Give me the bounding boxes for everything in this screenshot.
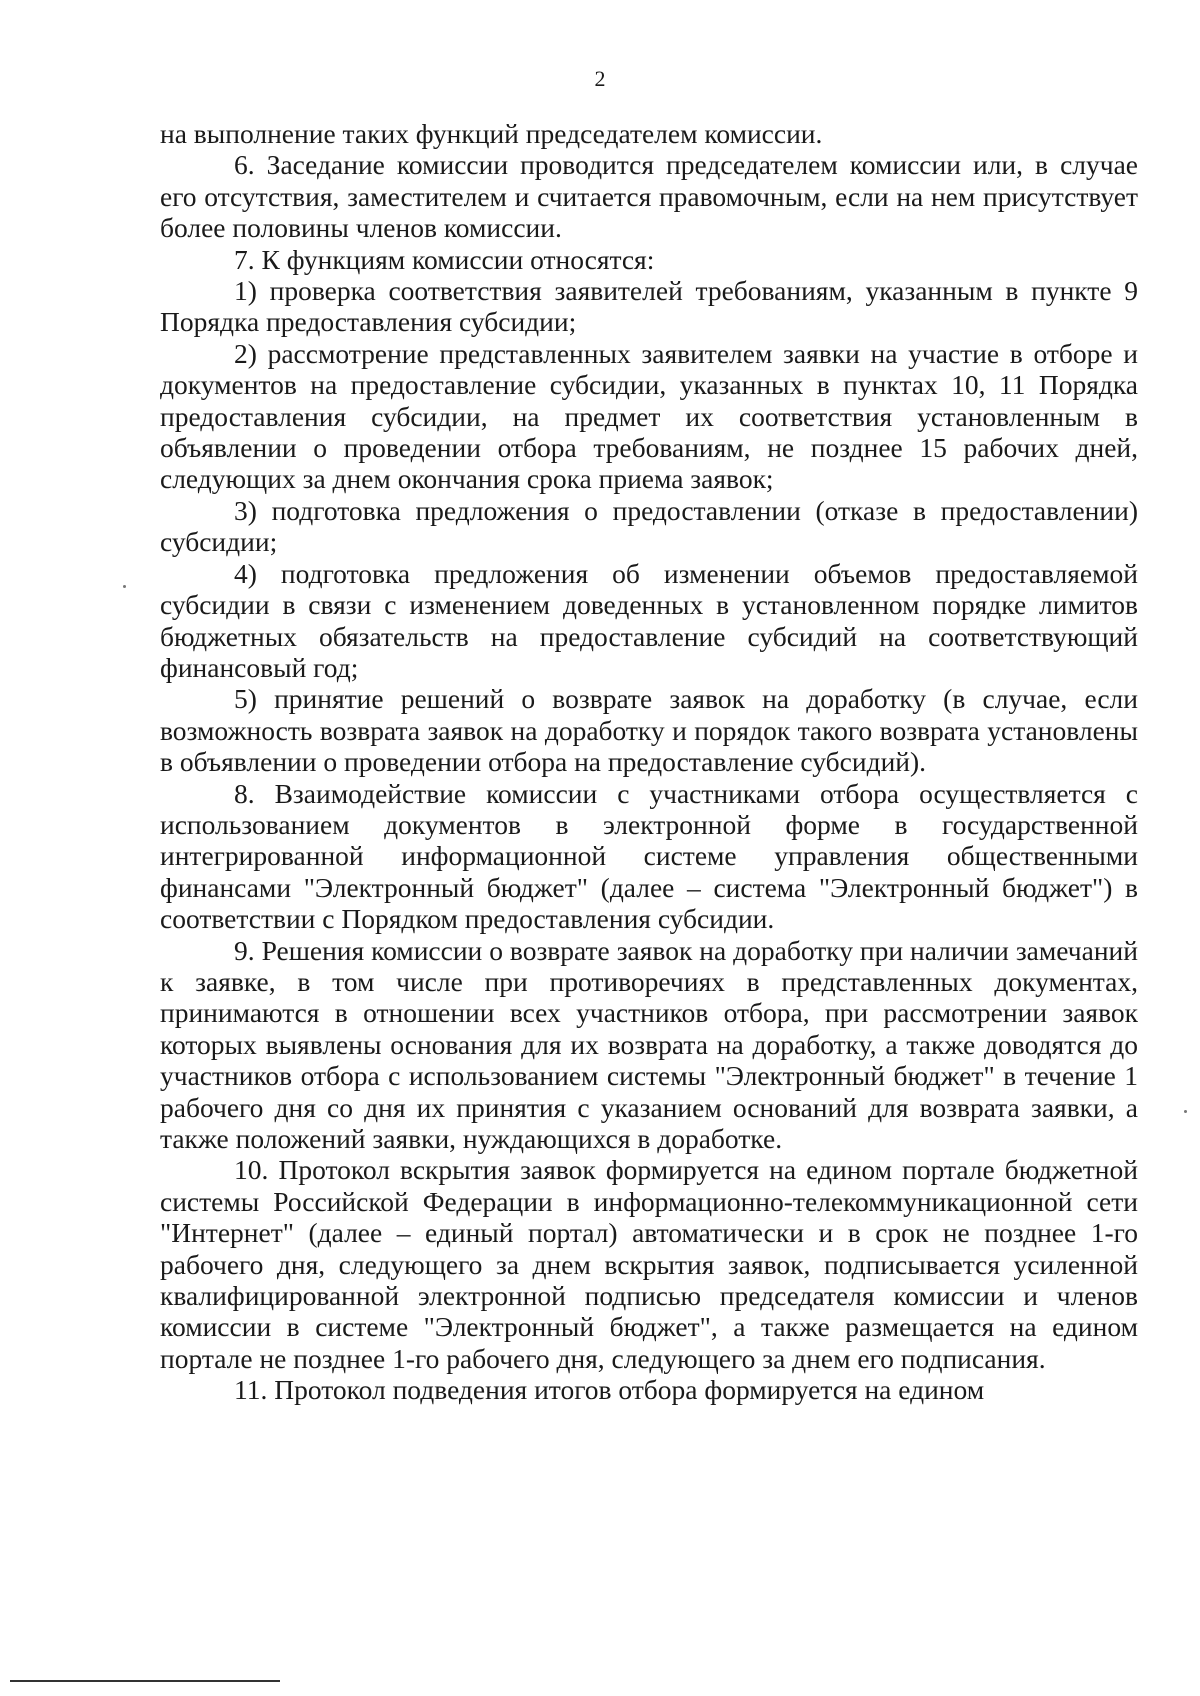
paragraph-item-10: 10. Протокол вскрытия заявок формируется на едином портале бюджетной системы Российской Федерации в информационно-телекоммуникационной сети "Интернет" (далее – единый портал) автоматически и в срок не позднее 1-го рабочего дня, следующего за днем вскрытия заявок, подписывается усиленной квалифицированной электронной подписью председателя комиссии и членов комиссии в системе "Электронный бюджет", а также размещается на едином портале не позднее 1-го рабочего дня, следующего за днем его подписания.: [160, 1154, 1138, 1374]
paragraph-item-9: 9. Решения комиссии о возврате заявок на доработку при наличии замечаний к заявке, в том числе при противоречиях в представленных документах, принимаются в отношении всех участников отбора, при рассмотрении заявок которых выявлены основания для их возврата на доработку, а также доводятся до участников отбора с использованием системы "Электронный бюджет" в течение 1 рабочего дня со дня их принятия с указанием оснований для возврата заявки, а также положений заявки, нуждающихся в доработке.: [160, 934, 1138, 1154]
paragraph-continuation: на выполнение таких функций председателем комиссии.: [160, 118, 823, 149]
subitem-7-1: 1) проверка соответствия заявителей требованиям, указанным в пункте 9 Порядка предоставления субсидии;: [160, 275, 1138, 338]
document-body: [160, 118, 1138, 1406]
paragraph-item-8: 8. Взаимодействие комиссии с участниками отбора осуществляется с использованием документов в электронной форме в государственной интегрированной информационной системе управления общественными финансами "Электронный бюджет" (далее – система "Электронный бюджет") в соответствии с Порядком предоставления субсидии.: [160, 777, 1138, 935]
subitem-7-4: 4) подготовка предложения об изменении объемов предоставляемой субсидии в связи с изменением доведенных в установленном порядке лимитов бюджетных обязательств на предоставление субсидий на соответствующий финансовый год;: [160, 557, 1138, 683]
scan-speck: [123, 585, 126, 588]
scan-speck: [1184, 1110, 1187, 1113]
page-number: 2: [594, 66, 606, 91]
paragraph-item-7: 7. К функциям комиссии относятся:: [234, 243, 655, 275]
paragraph-item-11: 11. Протокол подведения итогов отбора формируется на едином: [234, 1374, 985, 1406]
subitem-7-5: 5) принятие решений о возврате заявок на доработку (в случае, если возможность возврата заявок на доработку и порядок такого возврата установлены в объявлении о проведении отбора на предоставление субсидий).: [160, 683, 1138, 778]
paragraph-item-6: 6. Заседание комиссии проводится председателем комиссии или, в случае его отсутствия, заместителем и считается правомочным, если на нем присутствует более половины членов комиссии.: [160, 149, 1138, 244]
footer-rule: [10, 1680, 280, 1682]
subitem-7-3: 3) подготовка предложения о предоставлении (отказе в предоставлении) субсидии;: [160, 494, 1138, 558]
subitem-7-2: 2) рассмотрение представленных заявителем заявки на участие в отборе и документов на предоставление субсидии, указанных в пунктах 10, 11 Порядка предоставления субсидии, на предмет их соответствия установленным в объявлении о проведении отбора требованиям, не позднее 15 рабочих дней, следующих за днем окончания срока приема заявок;: [160, 337, 1138, 495]
